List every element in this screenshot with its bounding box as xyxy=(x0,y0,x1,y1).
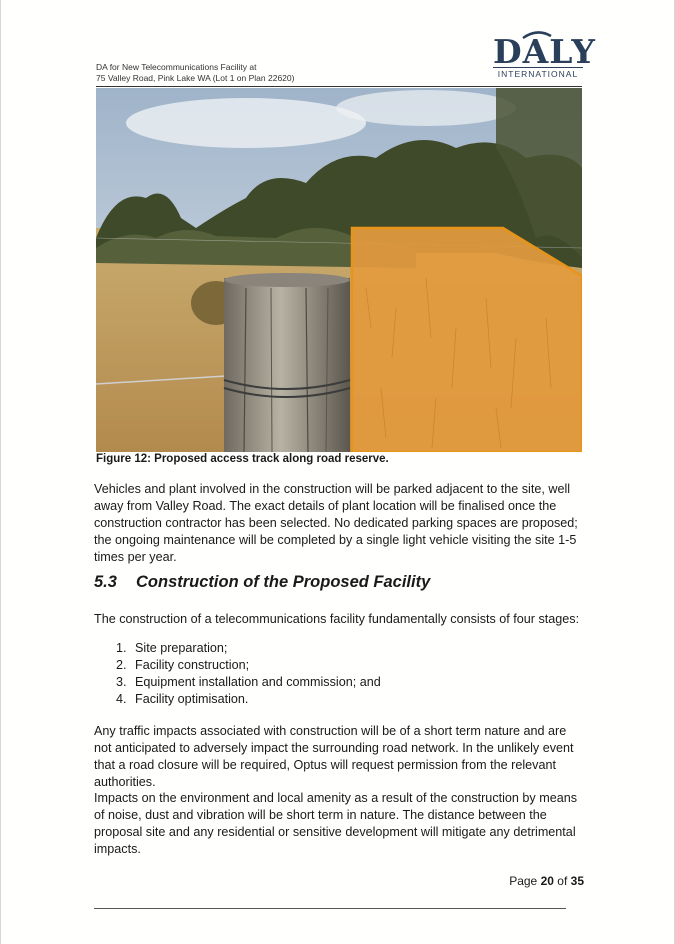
logo-wordmark: DALY xyxy=(493,32,596,71)
section-title: Construction of the Proposed Facility xyxy=(136,573,431,591)
list-item: 2. Facility construction; xyxy=(116,658,250,672)
figure-photo xyxy=(96,88,582,452)
section-heading xyxy=(94,573,430,592)
page-number: Page 20 of 35 xyxy=(509,874,584,888)
section-number: 5.3 xyxy=(94,573,117,591)
list-item: 3. Equipment installation and commission; and xyxy=(116,675,381,689)
header-line-2: 75 Valley Road, Pink Lake WA (Lot 1 on Plan 22620) xyxy=(96,73,295,83)
access-track-photo xyxy=(96,88,582,452)
footer-divider xyxy=(94,908,566,909)
logo-subtitle: INTERNATIONAL xyxy=(493,67,583,79)
document-header xyxy=(96,62,294,84)
header-divider xyxy=(96,86,582,87)
paragraph-parking: Vehicles and plant involved in the construction will be parked adjacent to the site, well away from Valley Road. The exact details of plant location will be finalised once the construction contractor has been selected. No dedicated parking spaces are proposed; the ongoing maintenance will be completed by a single light vehicle visiting the site 1-5 times per year. xyxy=(94,482,578,564)
header-line-1: DA for New Telecommunications Facility at xyxy=(96,62,257,72)
paragraph-traffic: Any traffic impacts associated with construction will be of a short term nature and are not anticipated to adversely impact the surrounding road network. In the unlikely event that a road closure will be required, Optus will request permission from the relevant authorities. xyxy=(94,724,574,789)
paragraph-intro: The construction of a telecommunications facility fundamentally consists of four stages: xyxy=(94,612,580,626)
paragraph-environment: Impacts on the environment and local amenity as a result of the construction by means of noise, dust and vibration will be short term in nature. The distance between the proposal site and any residential or sensitive development will mitigate any detrimental impacts. xyxy=(94,791,578,856)
figure-caption: Figure 12: Proposed access track along road reserve. xyxy=(96,453,389,465)
daly-international-logo xyxy=(493,30,596,80)
stages-list xyxy=(94,640,381,708)
list-item: 1. Site preparation; xyxy=(116,641,228,655)
list-item: 4. Facility optimisation. xyxy=(116,692,249,706)
